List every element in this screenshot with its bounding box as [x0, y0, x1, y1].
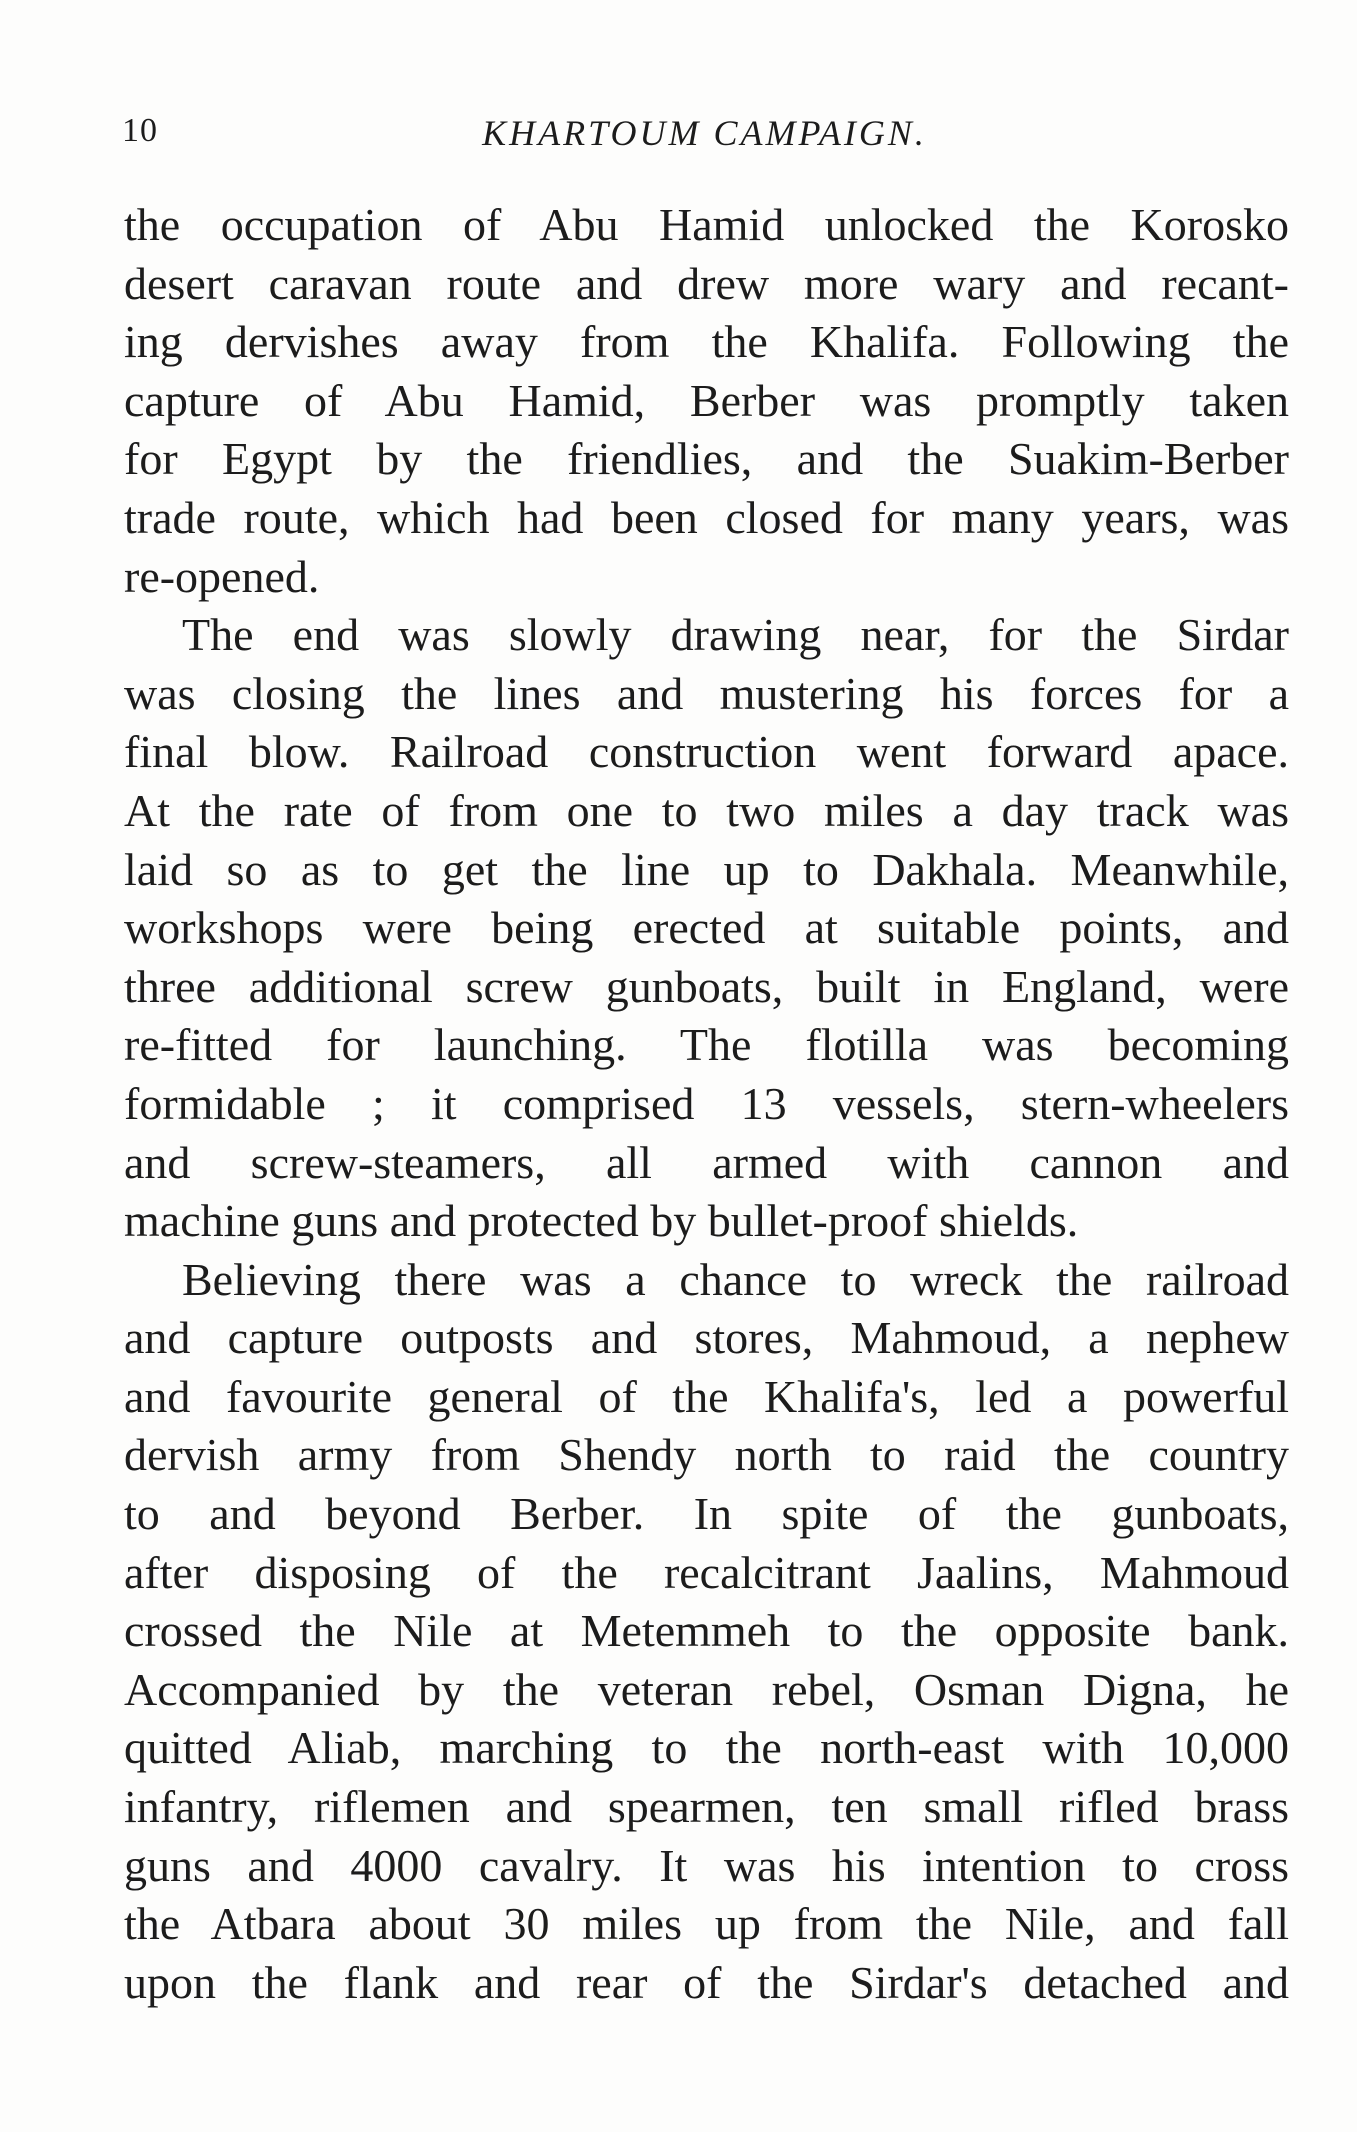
text-line: and favourite general of the Khalifa's, led a powerful: [124, 1370, 1289, 1422]
text-line: Accompanied by the veteran rebel, Osman Digna, he: [124, 1663, 1289, 1715]
text-line: final blow. Railroad construction went forward apace.: [124, 726, 1289, 778]
text-line: workshops were being erected at suitable points, and: [124, 902, 1289, 954]
text-line: re-opened.: [124, 550, 320, 602]
text-line: machine guns and protected by bullet-proof shields.: [124, 1195, 1079, 1247]
text-line: for Egypt by the friendlies, and the Suakim-Berber: [124, 433, 1289, 485]
text-line: to and beyond Berber. In spite of the gunboats,: [124, 1488, 1289, 1540]
text-line: after disposing of the recalcitrant Jaalins, Mahmoud: [124, 1546, 1289, 1598]
body-text: [124, 196, 1289, 2012]
text-line: the occupation of Abu Hamid unlocked the Korosko: [124, 199, 1289, 250]
page-number: 10: [122, 112, 158, 149]
text-line: desert caravan route and drew more wary and recant-: [124, 257, 1289, 309]
text-line: capture of Abu Hamid, Berber was promptly taken: [124, 374, 1289, 426]
text-line: laid so as to get the line up to Dakhala. Meanwhile,: [124, 843, 1289, 895]
text-line: The end was slowly drawing near, for the Sirdar: [182, 609, 1289, 661]
text-line: crossed the Nile at Metemmeh to the opposite bank.: [124, 1605, 1289, 1657]
text-line: and screw-steamers, all armed with cannon and: [124, 1136, 1289, 1188]
text-line: trade route, which had been closed for many years, was: [124, 491, 1289, 543]
text-line: ing dervishes away from the Khalifa. Following the: [124, 316, 1289, 368]
text-line: quitted Aliab, marching to the north-east with 10,000: [124, 1722, 1289, 1774]
text-line: three additional screw gunboats, built in England, were: [124, 960, 1289, 1012]
text-line: and capture outposts and stores, Mahmoud, a nephew: [124, 1312, 1289, 1364]
text-line: re-fitted for launching. The flotilla was becoming: [124, 1019, 1289, 1071]
text-line: At the rate of from one to two miles a day track was: [124, 784, 1289, 836]
text-line: the Atbara about 30 miles up from the Nile, and fall: [124, 1898, 1289, 1950]
running-head: [122, 112, 1287, 162]
text-line: upon the flank and rear of the Sirdar's detached and: [124, 1956, 1289, 2008]
text-line: was closing the lines and mustering his forces for a: [124, 667, 1289, 719]
text-line: dervish army from Shendy north to raid the country: [124, 1429, 1289, 1481]
text-line: formidable ; it comprised 13 vessels, stern-wheelers: [124, 1077, 1289, 1129]
text-line: Believing there was a chance to wreck the railroad: [182, 1253, 1289, 1305]
text-line: infantry, riflemen and spearmen, ten small rifled brass: [124, 1781, 1289, 1833]
text-line: guns and 4000 cavalry. It was his intention to cross: [124, 1839, 1289, 1891]
running-title: KHARTOUM CAMPAIGN.: [482, 113, 927, 153]
